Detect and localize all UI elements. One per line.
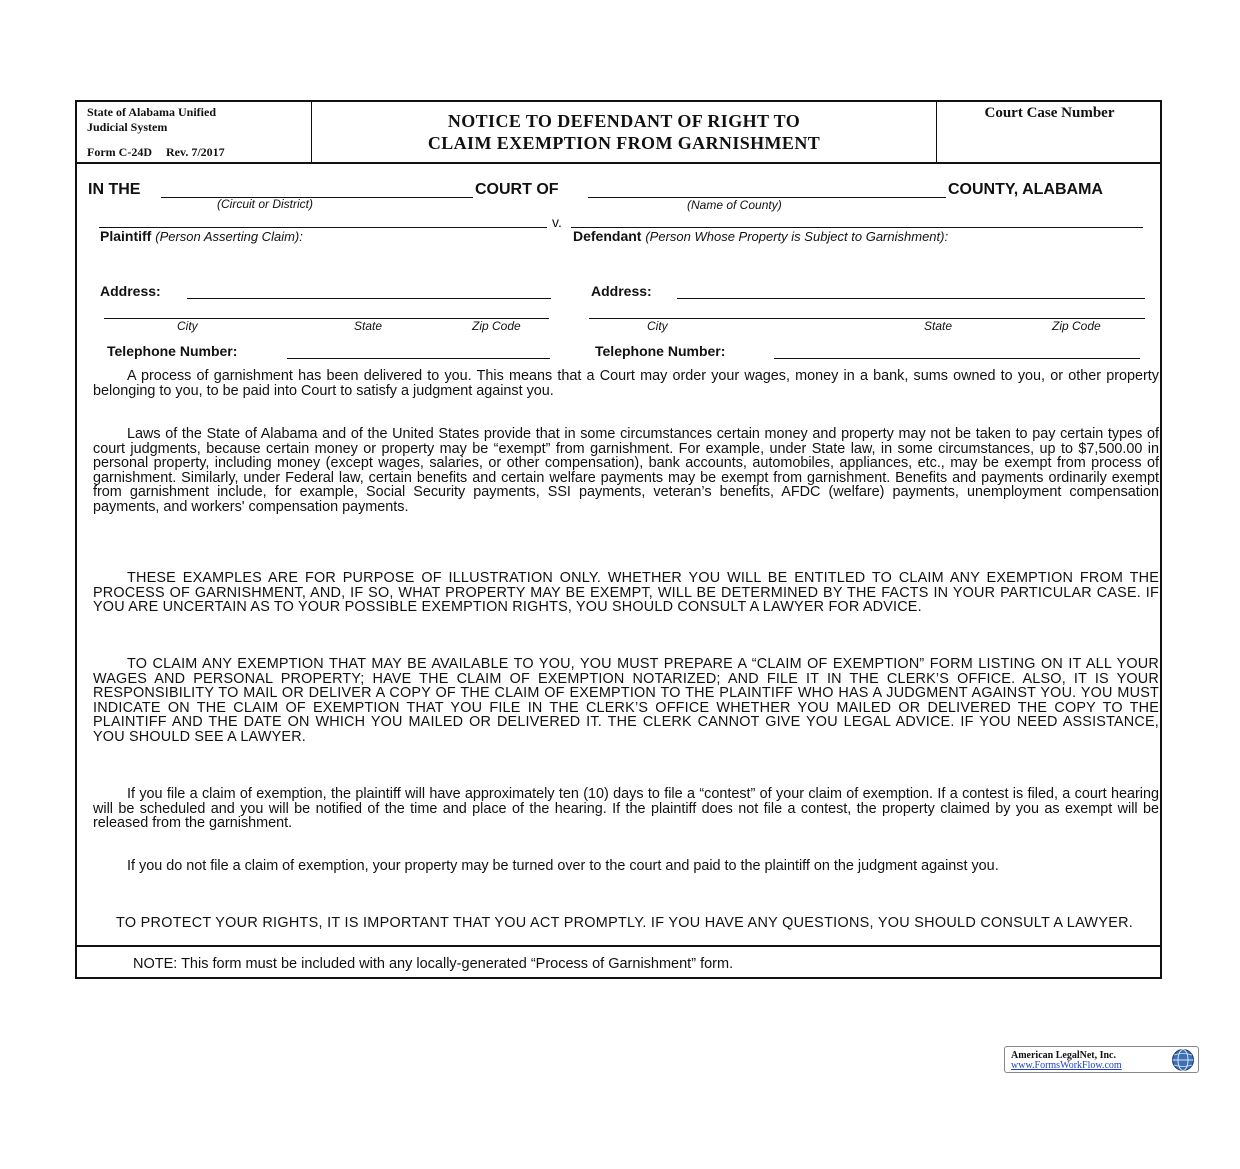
defendant-telephone-field[interactable] (774, 358, 1140, 359)
defendant-telephone-label: Telephone Number: (595, 343, 726, 359)
form-revision: Rev. 7/2017 (165, 145, 225, 159)
paragraph-illustration-only: THESE EXAMPLES ARE FOR PURPOSE OF ILLUSTRATION ONLY. WHETHER YOU WILL BE ENTITLED TO CLAIM ANY EXEMPTION FROM THE PROCESS OF GARNISHMENT, AND, IF SO, WHAT PROPERTY MAY BE EXEMPT, WILL BE DETERMINED BY THE FACTS IN YOUR PARTICULAR CASE. IF YOU ARE UNCERTAIN AS TO YOUR POSSIBLE EXEMPTION RIGHTS, YOU SHOULD CONSULT A LAWYER FOR ADVICE. (93, 570, 1159, 615)
court-type-field[interactable] (161, 197, 473, 198)
defendant-label (573, 228, 948, 244)
form-header (77, 102, 1160, 164)
system-name-line2: Judicial System (87, 120, 168, 134)
defendant-note: (Person Whose Property is Subject to Garnishment): (645, 229, 949, 244)
paragraph-contest: If you file a claim of exemption, the plaintiff will have approximately ten (10) days to file a “contest” of your claim of exemption. If a contest is filed, a court hearing will be scheduled and you will be notified of the time and place of the hearing. If the plaintiff does not file a contest, the property claimed by you as exempt will be released from the garnishment. (93, 786, 1159, 831)
case-number-label: Court Case Number (984, 105, 1115, 121)
plaintiff-state-caption: State (354, 319, 383, 333)
note-text: NOTE: This form must be included with any locally-generated “Process of Garnishment” form. (133, 956, 734, 972)
county-caption: (Name of County) (687, 198, 782, 212)
county-alabama-label: COUNTY, ALABAMA (948, 181, 1103, 198)
circuit-caption: (Circuit or District) (217, 197, 313, 211)
form-number-line (87, 145, 239, 160)
system-name-line1: State of Alabama Unified (87, 105, 216, 119)
note-box (77, 945, 1160, 981)
plaintiff-label-text: Plaintiff (100, 228, 152, 244)
logo-company-name: American LegalNet, Inc. (1011, 1050, 1116, 1061)
defendant-city-caption: City (647, 319, 668, 333)
case-number-block[interactable] (937, 102, 1162, 162)
globe-icon (1171, 1048, 1195, 1072)
plaintiff-note: (Person Asserting Claim): (155, 229, 303, 244)
form-title-line2: CLAIM EXEMPTION FROM GARNISHMENT (427, 133, 821, 153)
defendant-address-label: Address: (591, 283, 652, 299)
paragraph-act-promptly: TO PROTECT YOUR RIGHTS, IT IS IMPORTANT THAT YOU ACT PROMPTLY. IF YOU HAVE ANY QUESTIONS, YOU SHOULD CONSULT A LAWYER. (116, 915, 1134, 931)
jurisdiction-block (77, 102, 312, 162)
plaintiff-telephone-label: Telephone Number: (107, 343, 238, 359)
paragraph-exemption-laws: Laws of the State of Alabama and of the United States provide that in some circumstances certain money and property may not be taken to pay certain types of court judgments, because certain money or property may be “exempt” from garnishment. For example, under State law, in some circumstances, up to $7,500.00 in personal property, including money (except wages, salaries, or other compensation), bank accounts, automobiles, appliances, etc., may be exempt from process of garnishment. Similarly, under Federal law, certain benefits and certain welfare payments may be exempt from garnishment. Benefits and payments ordinarily exempt from garnishment include, for example, Social Security payments, SSI payments, veteran’s benefits, AFDC (welfare) payments, unemployment compensation payments, and workers' compensation payments. (93, 426, 1159, 515)
in-the-label: IN THE (88, 181, 141, 198)
logo-url-link[interactable]: www.FormsWorkFlow.com (1011, 1060, 1122, 1071)
defendant-address-field[interactable] (677, 298, 1145, 299)
court-of-label: COURT OF (475, 181, 559, 198)
plaintiff-label (100, 228, 303, 244)
form-number: Form C-24D (87, 145, 152, 159)
plaintiff-address-label: Address: (100, 283, 161, 299)
plaintiff-zip-caption: Zip Code (472, 319, 521, 333)
plaintiff-city-caption: City (177, 319, 198, 333)
defendant-zip-caption: Zip Code (1052, 319, 1101, 333)
form-title-line1: NOTICE TO DEFENDANT OF RIGHT TO (447, 111, 801, 131)
paragraph-no-claim: If you do not file a claim of exemption, your property may be turned over to the court and paid to the plaintiff on the judgment against you. (127, 858, 999, 874)
form-frame (75, 100, 1162, 979)
paragraph-garnishment-delivered: A process of garnishment has been delivered to you. This means that a Court may order your wages, money in a bank, sums owned to you, or other property belonging to you, to be paid into Court to satisfy a judgment against you. (93, 368, 1159, 399)
defendant-state-caption: State (924, 319, 953, 333)
plaintiff-telephone-field[interactable] (287, 358, 550, 359)
paragraph-how-to-claim: TO CLAIM ANY EXEMPTION THAT MAY BE AVAILABLE TO YOU, YOU MUST PREPARE A “CLAIM OF EXEMPTION” FORM LISTING ON IT ALL YOUR WAGES AND PERSONAL PROPERTY; HAVE THE CLAIM OF EXEMPTION NOTARIZED; AND FILE IT IN THE CLERK’S OFFICE. ALSO, IT IS YOUR RESPONSIBILITY TO MAIL OR DELIVER A COPY OF THE CLAIM OF EXEMPTION TO THE PLAINTIFF WHO HAS A JUDGMENT AGAINST YOU. YOU MUST INDICATE ON THE CLAIM OF EXEMPTION THAT YOU FILE IN THE CLERK’S OFFICE WHETHER YOU MAILED OR DELIVERED THE COPY TO THE PLAINTIFF AND THE DATE ON WHICH YOU MAILED OR DELIVERED IT. THE CLERK CANNOT GIVE YOU LEGAL ADVICE. IF YOU NEED ASSISTANCE, YOU SHOULD SEE A LAWYER. (93, 656, 1159, 745)
form-title-block (312, 102, 937, 162)
american-legalnet-logo[interactable] (1004, 1046, 1199, 1073)
defendant-label-text: Defendant (573, 228, 642, 244)
plaintiff-address-field[interactable] (187, 298, 551, 299)
versus-label: v. (552, 214, 562, 230)
